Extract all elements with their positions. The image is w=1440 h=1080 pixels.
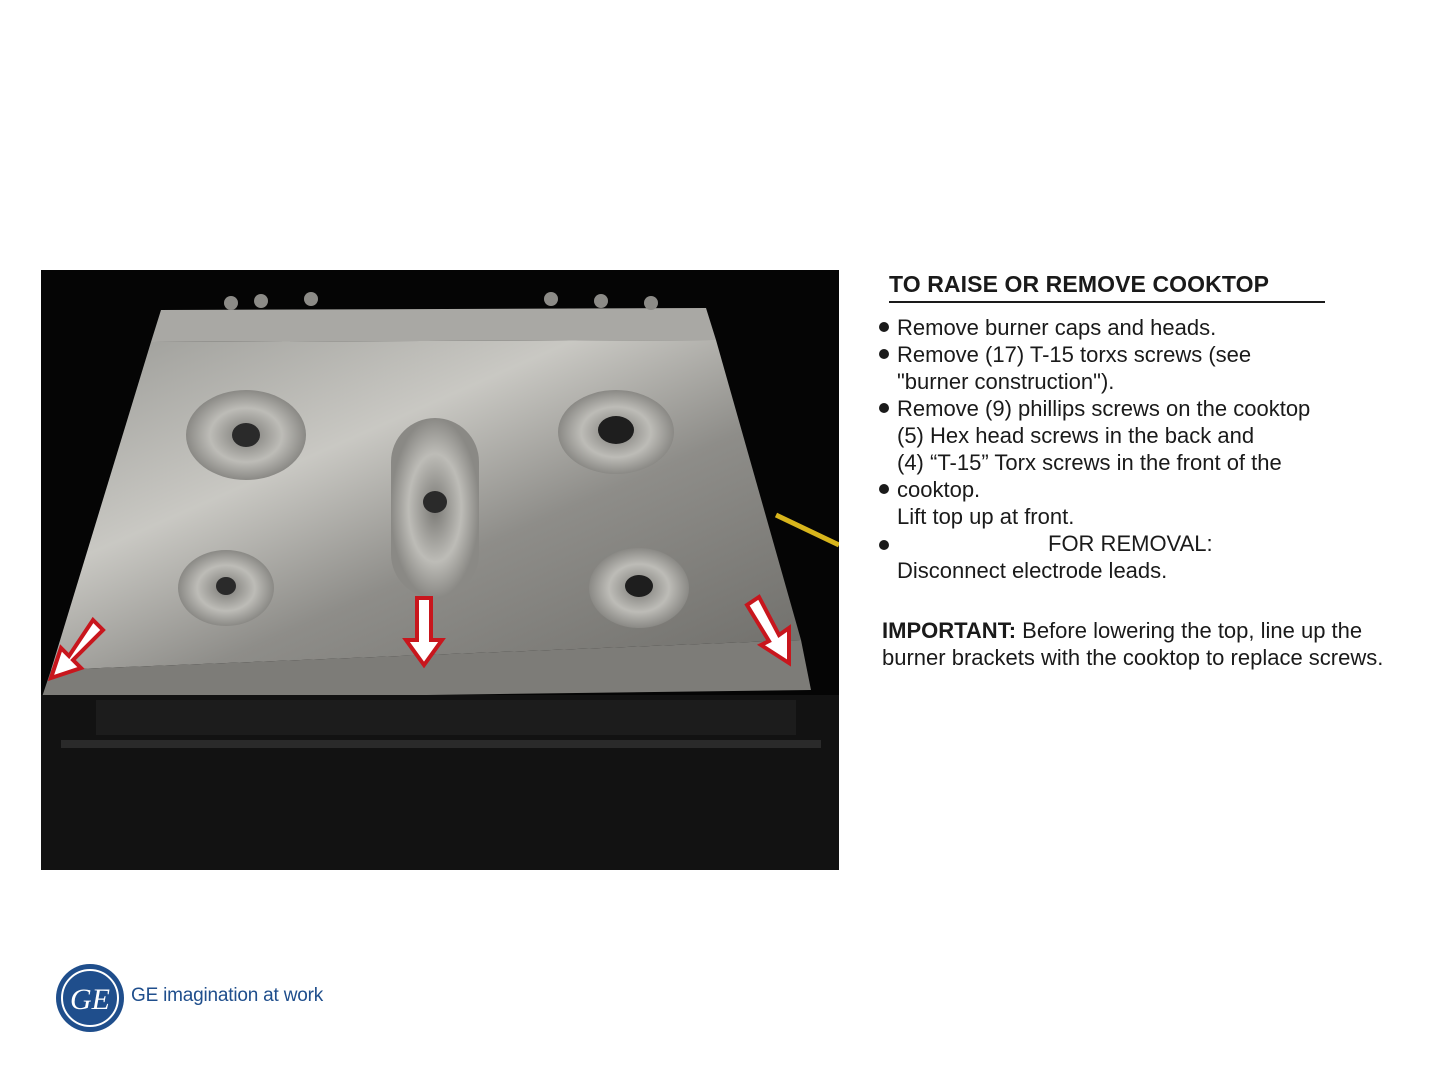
step-text: Disconnect electrode leads. [897, 558, 1168, 583]
step-text: Lift top up at front. [897, 504, 1075, 529]
step-text: Remove (9) phillips screws on the cooktop [897, 396, 1311, 421]
important-label: IMPORTANT: [882, 618, 1017, 643]
bullet [879, 484, 889, 494]
brand-tagline: GE imagination at work [131, 985, 324, 1006]
brand-mark: GE [70, 983, 110, 1016]
ge-monogram-logo [55, 963, 125, 1033]
step-text: cooktop. [897, 477, 981, 502]
important-text: Before lowering the top, line up the burner brackets with the cooktop to replace screws. [882, 618, 1384, 670]
section-title: TO RAISE OR REMOVE COOKTOP [889, 271, 1325, 303]
step-text: Remove (17) T-15 torxs screws (see [897, 342, 1252, 367]
step-text: "burner construction"). [897, 369, 1115, 394]
important-note [882, 617, 1422, 671]
cooktop-photo [41, 270, 839, 870]
bullet [879, 349, 889, 359]
step-text: (4) “T-15” Torx screws in the front of the [897, 450, 1282, 475]
bullet [879, 540, 889, 550]
step-text: (5) Hex head screws in the back and [897, 423, 1255, 448]
bullet [879, 403, 889, 413]
step-text: FOR REMOVAL: [1048, 531, 1213, 556]
step-text: Remove burner caps and heads. [897, 315, 1217, 340]
bullet [879, 322, 889, 332]
